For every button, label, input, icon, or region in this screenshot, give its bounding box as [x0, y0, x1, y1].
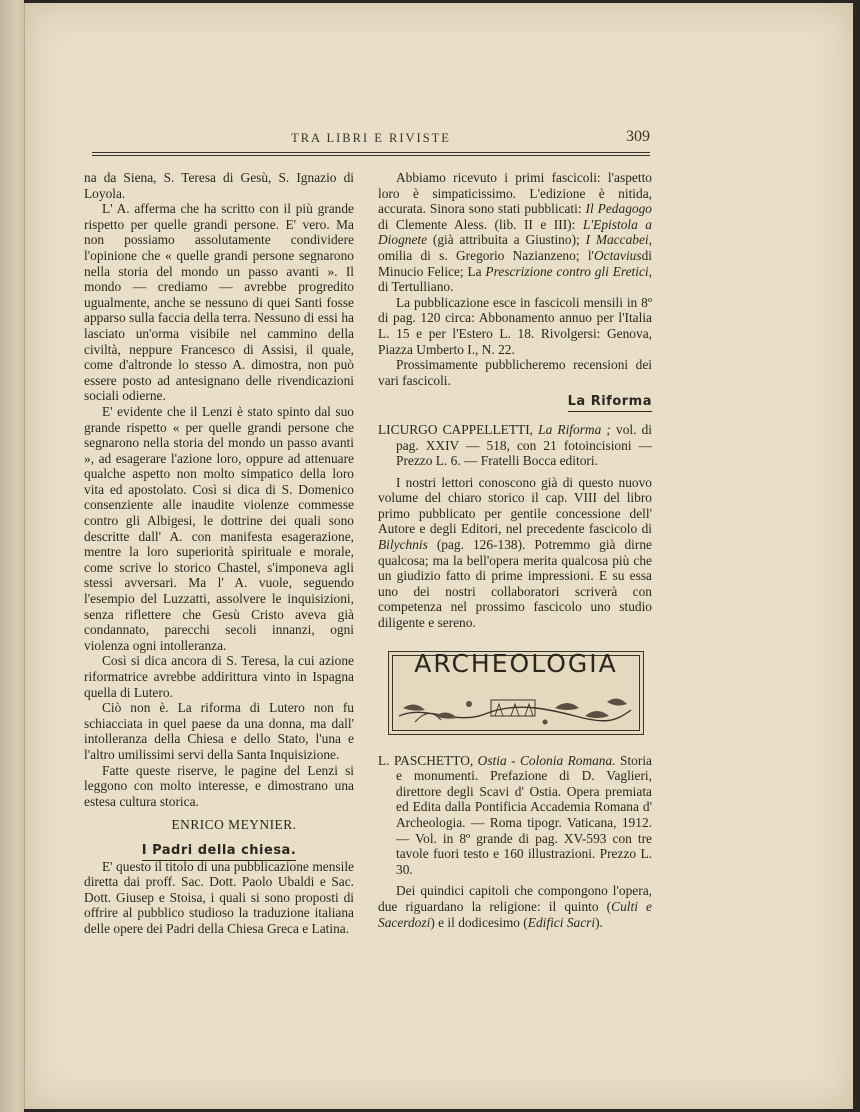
text-run: I nostri lettori conoscono già di questo nuovo volume del chiaro storico il cap. VIII del libro primo pubblicato per gentile concessione dell' Autore e degli Editori, nel precedente fascicolo di	[378, 474, 652, 537]
text-run: Dei quindici capitoli che compongono l'opera, due riguardano la religione: il quinto (	[378, 883, 652, 914]
text-run: Storia e monumenti. Prefazione di D. Vaglieri, direttore degli Scavi d' Ostia. Opera premiata ed Edita dalla Pontificia Accademia Romana d' Archeologia. — Roma tipogr. Vaticana, 1912. — Vol. in 8º grande di pag. XV-593 con tre tavole fuori testo e 160 illustrazioni. Prezzo L. 30.	[396, 752, 652, 877]
text-run: L. PASCHETTO,	[378, 752, 474, 768]
paragraph: E' questo il titolo di una pubblicazione mensile diretta dai proff. Sac. Dott. Paolo Ubaldi e Sac. Dott. Giusep e Stoisa, i quali si sono proposti di offrire al pubblico studioso la traduzione italiana delle opere dei Padri della Chiesa Greca e Latina.	[84, 858, 354, 936]
book-title: Bilychnis	[378, 537, 428, 553]
header-rule	[92, 152, 650, 153]
text-run: di Tertulliano.	[378, 279, 454, 295]
text-run: vol. di pag. XXIV — 518, con 21 fotoincisioni — Prezzo L. 6. — Fratelli Bocca editori.	[396, 421, 652, 469]
paragraph: L' A. afferma che ha scritto con il più grande rispetto per quelle grandi persone. E' vero. Ma non possiamo assolutamente condividere l'opinione che « quelle grandi persone segnarono nella storia del mondo un passo avanti ». Il mondo — crediamo — avrebbe progredito ugualmente, anche se nessuno di quei Santi fosse apparso sulla faccia della terra. Nessuno di essi ha lasciato un'orma visibile nel cammino della civiltà, neppure Francesco di Assisi, il quale, come d'altronde lo stesso A. dimostra, non può essere posto ad antesignano delle rivendicazioni sociali odierne.	[84, 201, 354, 404]
book-title: L'Epistola a Diognete	[378, 216, 652, 248]
book-title: Edifici Sacri	[527, 914, 596, 930]
paragraph: La pubblicazione esce in fascicoli mensili in 8º di pag. 120 circa: Abbonamento annuo per l'Italia L. 15 e per l'Estero L. 18. Rivolgersi: Genova, Piazza Umberto I., N. 22.	[378, 294, 652, 357]
paragraph	[378, 475, 652, 631]
previous-page-edge	[0, 0, 24, 1112]
paragraph	[378, 883, 652, 930]
right-column	[378, 170, 652, 930]
section-title	[84, 843, 354, 859]
running-title: TRA LIBRI E RIVISTE	[291, 131, 451, 145]
section-title	[378, 394, 652, 410]
text-run: omilia di s. Gregorio Nazianzeno; l'	[378, 247, 594, 263]
paragraph: Fatte queste riserve, le pagine del Lenzi si leggono con molto interesse, e dimostrano una estesa cultura storica.	[84, 762, 354, 809]
text-run: ).	[595, 914, 603, 930]
paragraph	[378, 170, 652, 295]
book-title: Il Pedagogo	[585, 201, 652, 217]
paragraph: na da Siena, S. Teresa di Gesù, S. Ignazio di Loyola.	[84, 170, 354, 201]
book-title: Octavius	[593, 247, 642, 263]
banner-ornament-icon	[395, 686, 635, 730]
banner-text: ARCHEOLOGIA	[414, 648, 618, 678]
page-number: 309	[626, 128, 650, 145]
paragraph: Così si dica ancora di S. Teresa, la cui azione riformatrice avrebbe addirittura vinto in Ispagna quella di Lutero.	[84, 653, 354, 700]
text-run: Abbiamo ricevuto i primi fascicoli: l'aspetto loro è simpaticissimo. L'edizione è nitida, accurata. Sinora sono stati pubblicati:	[378, 170, 652, 217]
text-run: LICURGO CAPPELLETTI,	[378, 421, 534, 437]
paragraph: Prossimamente pubblicheremo recensioni dei vari fascicoli.	[378, 357, 652, 388]
archeologia-banner	[388, 648, 644, 735]
book-title: I Maccabei,	[585, 232, 652, 248]
book-title: Prescrizione contro gli Eretici,	[485, 263, 652, 279]
header-rule-thin	[92, 155, 650, 156]
paragraph: E' evidente che il Lenzi è stato spinto dal suo grande rispetto « per quelle grandi persone che segnarono nella storia del mondo un passo avanti », ad esagerare l'azione loro, oppure ad attenuare qualche aspetto non molto simpatico della loro vita ed apostolato. Così si dica di S. Domenico consenziente alle inaudite violenze commesse contro gli Albigesi, le dottrine dei quali sono descritte dall' A. con manifesta esagerazione, mentre la loro superiorità spirituale e morale, come scrive lo storico Chastel, s'imponeva agli stessi avversari. Ma l' A. vuole, seguendo l'esempio del Luzzatti, assolvere le inquisizioni, senza riflettere che Gesù Cristo aveva già condannato, parecchi secoli innanzi, ogni violenza ogni intolleranza.	[84, 403, 354, 653]
bibliographic-reference	[378, 422, 652, 469]
bibliographic-reference	[378, 753, 652, 878]
book-title: Ostia - Colonia Romana.	[477, 752, 616, 768]
book-title: Culti e Sacerdozi	[378, 898, 652, 930]
section-title-text: I Padri della chiesa.	[142, 843, 297, 861]
page-header	[92, 128, 650, 151]
left-column	[84, 170, 354, 937]
author-signature: ENRICO MEYNIER.	[171, 817, 297, 833]
text-run: (pag. 126-138). Potremmo già dirne qualcosa; ma la bell'opera merita qualcosa più che un giudizio fatto di prime impressioni. E su essa uno dei nostri collaboratori scriverà con competenza nel prossimo fascicolo uno studio diligente e sereno.	[378, 537, 652, 631]
text-run: (già attribuita a Giustino);	[432, 232, 580, 248]
text-run: di Minucio Felice; La	[378, 247, 652, 279]
text-run: di Clemente Aless. (lib. II e III):	[378, 216, 576, 232]
paragraph: Ciò non è. La riforma di Lutero non fu schiacciata in quel paese da una donna, ma dall' intolleranza della Chiesa e dello Stato, l'una e l'altro umilissimi servi della Santa Inquisizione.	[84, 700, 354, 762]
section-title-text: La Riforma	[568, 394, 652, 412]
book-title: La Riforma ;	[538, 421, 611, 437]
text-run: ) e il dodicesimo (	[430, 914, 528, 930]
